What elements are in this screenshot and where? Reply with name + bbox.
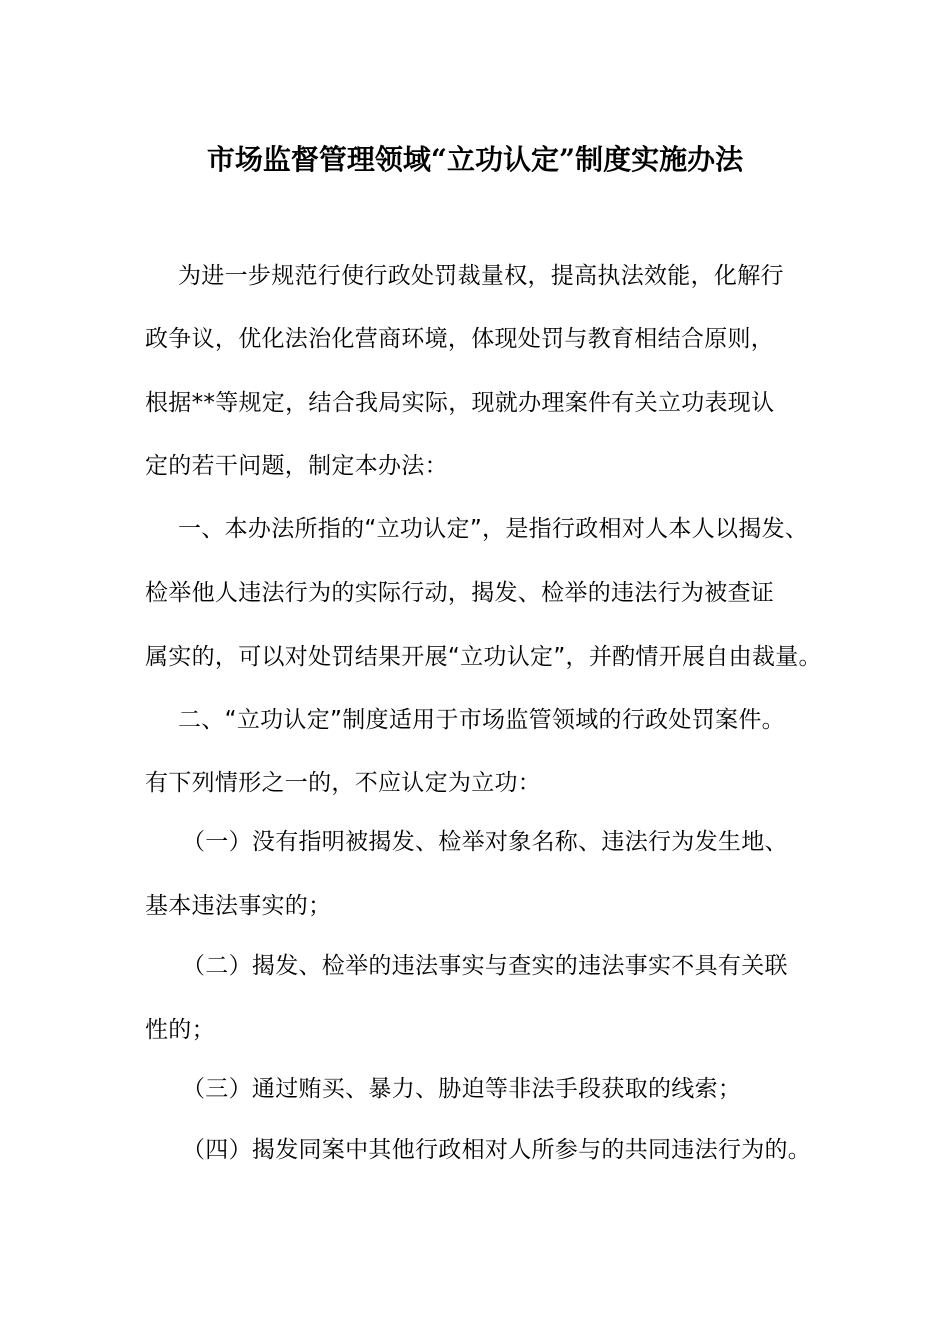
paragraph-line: 属实的，可以对处罚结果开展“立功认定”，并酌情开展自由裁量。 xyxy=(145,644,822,670)
list-item-line: 性的； xyxy=(145,1017,215,1043)
paragraph-line: 根据**等规定，结合我局实际，现就办理案件有关立功表现认 xyxy=(145,390,775,416)
document-title: 市场监督管理领域“立功认定”制度实施办法 xyxy=(206,143,744,176)
list-item-line: （三）通过贿买、暴力、胁迫等非法手段获取的线索； xyxy=(182,1076,742,1102)
list-item-line: （一）没有指明被揭发、检举对象名称、违法行为发生地、 xyxy=(182,829,788,855)
paragraph-line: 为进一步规范行使行政处罚裁量权，提高执法效能，化解行 xyxy=(178,263,784,289)
paragraph-line: 有下列情形之一的，不应认定为立功： xyxy=(145,770,542,796)
list-item-line: 基本违法事实的； xyxy=(145,893,332,919)
paragraph-line: 政争议，优化法治化营商环境，体现处罚与教育相结合原则， xyxy=(145,326,775,352)
paragraph-line: 二、“立功认定”制度适用于市场监管领域的行政处罚案件。 xyxy=(178,707,785,733)
list-item-line: （二）揭发、检举的违法事实与查实的违法事实不具有关联 xyxy=(182,953,788,979)
paragraph-line: 一、本办法所指的“立功认定”，是指行政相对人本人以揭发、 xyxy=(178,516,809,542)
paragraph-line: 定的若干问题，制定本办法： xyxy=(145,453,448,479)
list-item-line: （四）揭发同案中其他行政相对人所参与的共同违法行为的。 xyxy=(182,1137,812,1163)
paragraph-line: 检举他人违法行为的实际行动，揭发、检举的违法行为被查证 xyxy=(145,580,775,606)
